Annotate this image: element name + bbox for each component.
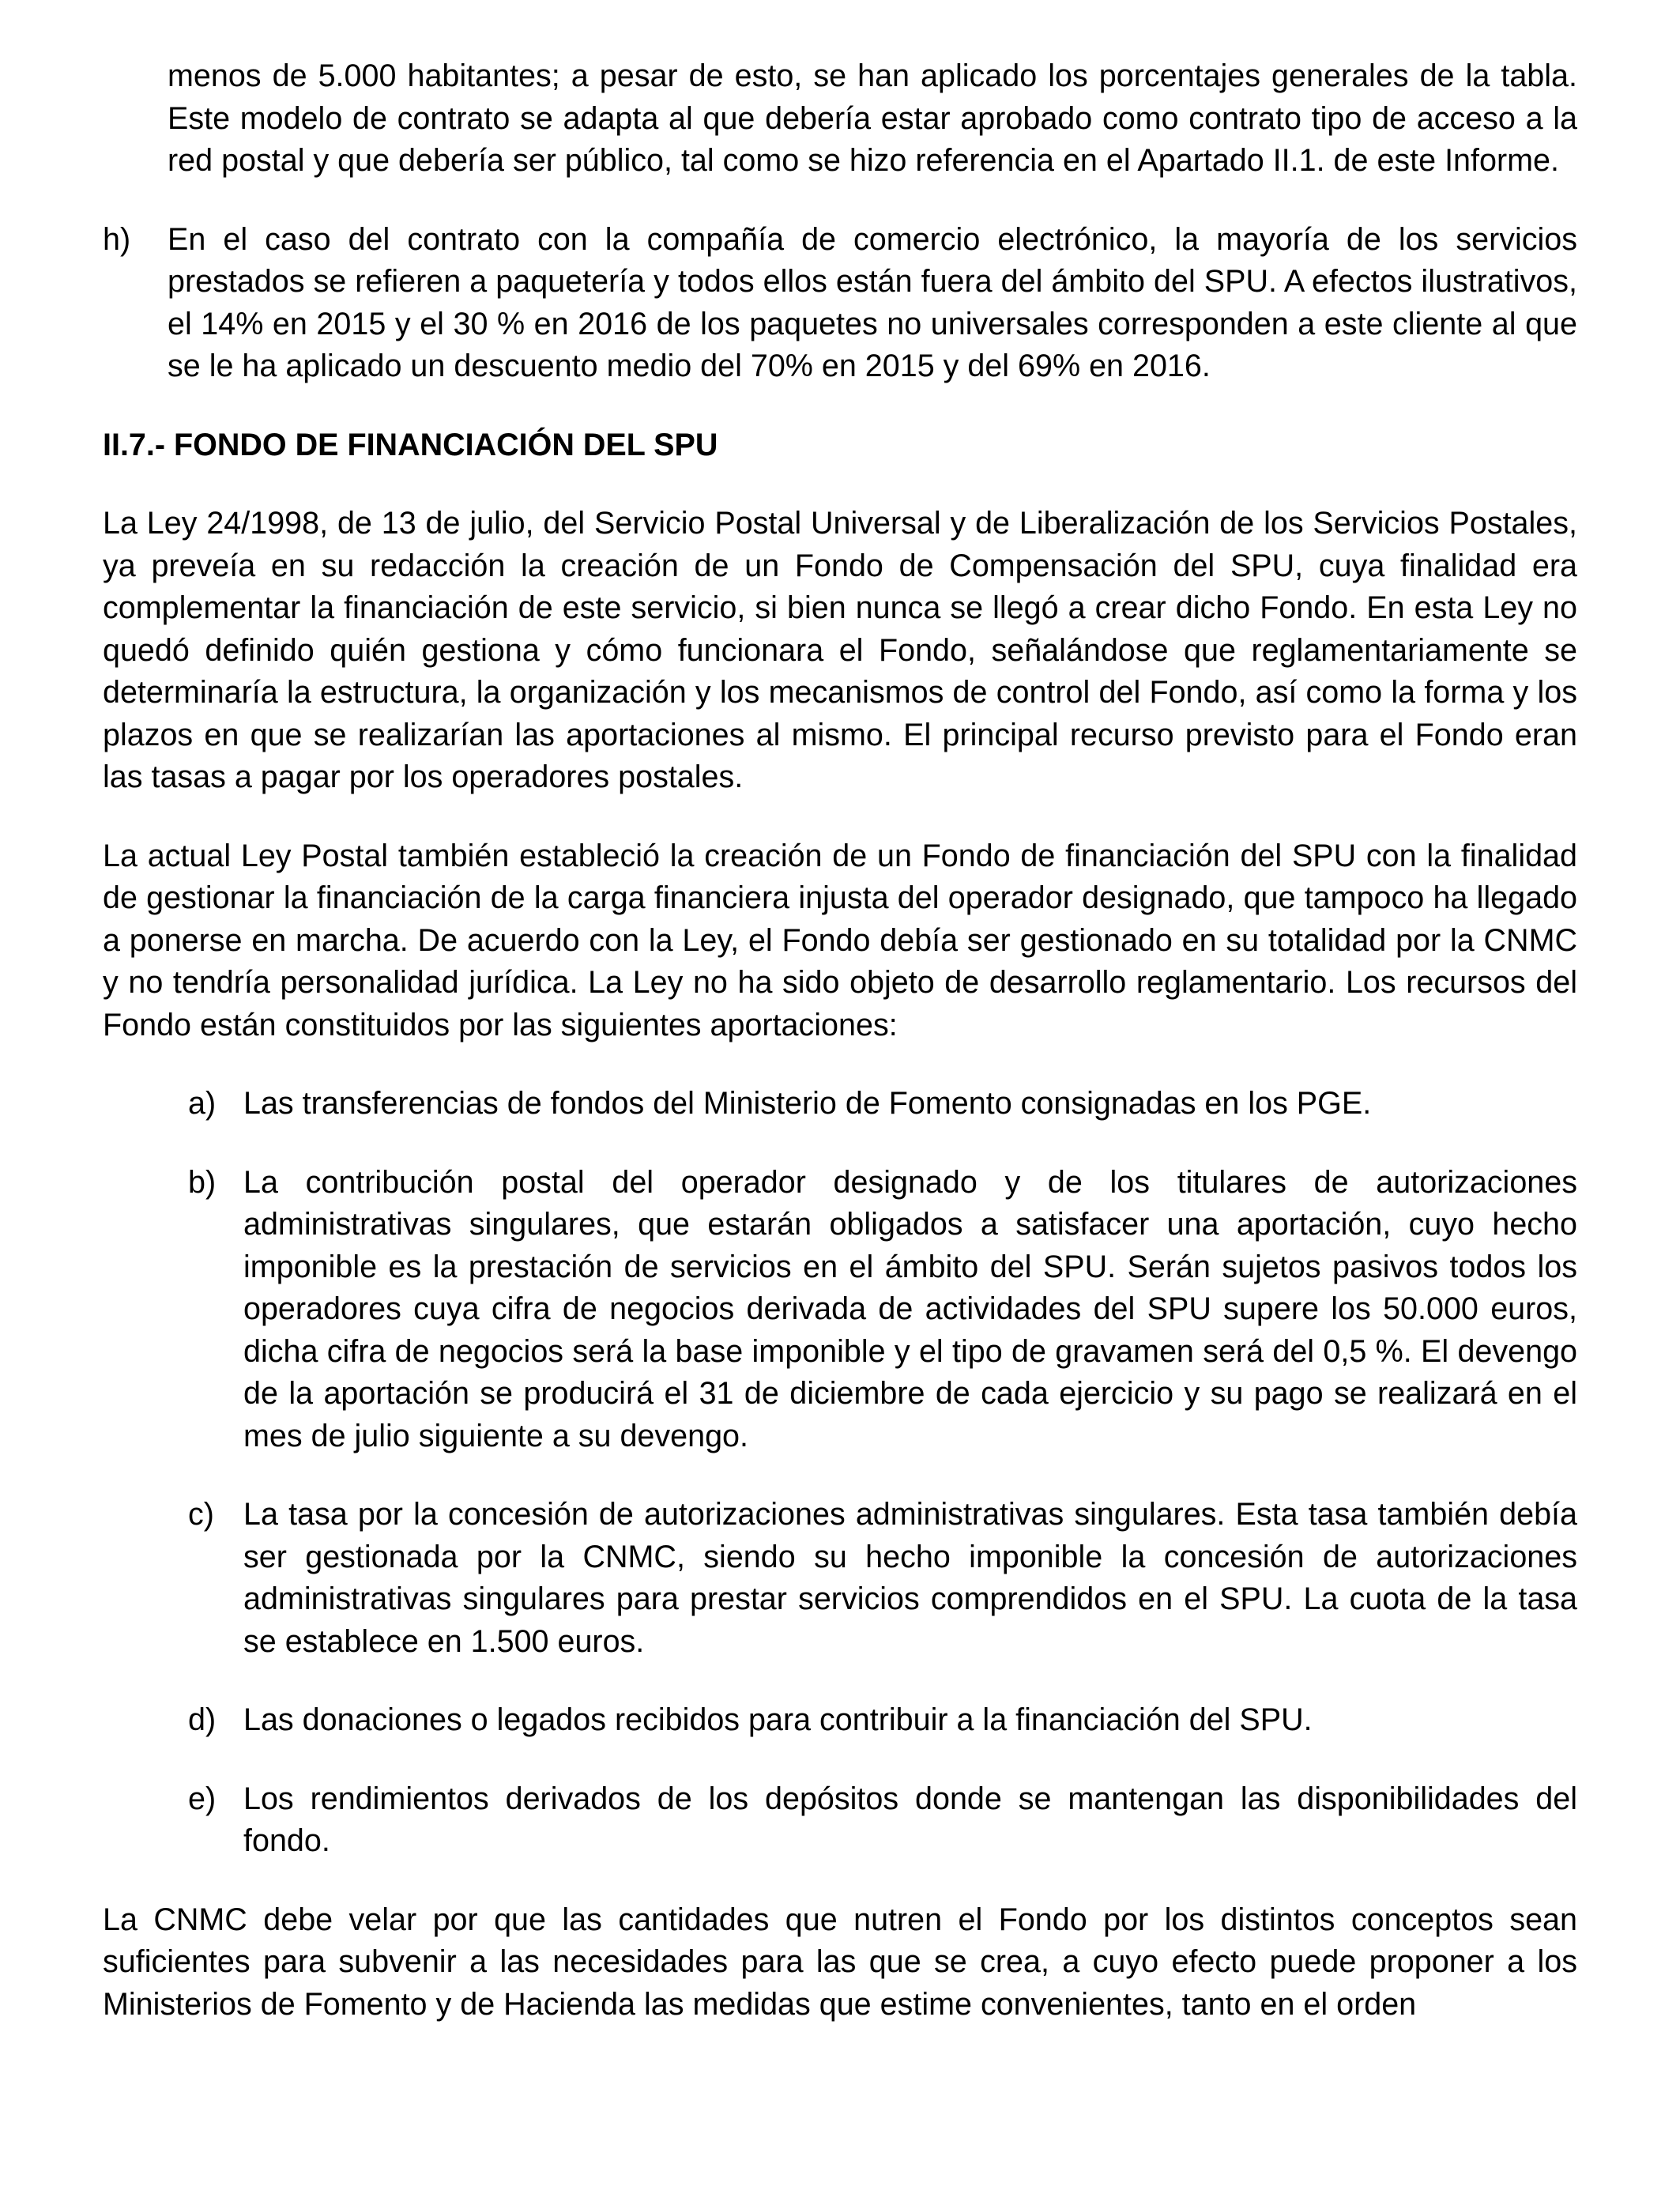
paragraph-cnmc: La CNMC debe velar por que las cantidades que nutren el Fondo por los distintos conceptos sean suficientes para subvenir a las necesidades para las que se crea, a cuyo efecto puede proponer a los Ministerios de Fomento y de Hacienda las medidas que estime convenientes, tanto en el orden bbox=[103, 1902, 1577, 2022]
list-item-b bbox=[188, 1162, 1577, 1458]
list-item-a bbox=[188, 1083, 1577, 1125]
document-page bbox=[103, 55, 1577, 2026]
list-item-label: b) bbox=[188, 1164, 217, 1200]
list-item-label: h) bbox=[103, 221, 131, 257]
section-heading: II.7.- FONDO DE FINANCIACIÓN DEL SPU bbox=[103, 427, 718, 462]
list-item-d bbox=[188, 1699, 1577, 1742]
list-item-text: Los rendimientos derivados de los depósitos donde se mantengan las disponibilidades del fondo. bbox=[243, 1781, 1577, 1858]
list-item-label: a) bbox=[188, 1086, 217, 1121]
list-item-h bbox=[103, 219, 1577, 388]
list-item-label: c) bbox=[188, 1497, 214, 1532]
list-item-text: Las donaciones o legados recibidos para contribuir a la financiación del SPU. bbox=[243, 1702, 1313, 1737]
continuation-paragraph: menos de 5.000 habitantes; a pesar de esto, se han aplicado los porcentajes generales de la tabla. Este modelo de contrato se adapta al que debería estar aprobado como contrato tipo de acceso a la red postal y que debería ser público, tal como se hizo referencia en el Apartado II.1. de este Informe. bbox=[168, 58, 1577, 178]
list-item-label: e) bbox=[188, 1781, 217, 1816]
list-item-text: En el caso del contrato con la compañía de comercio electrónico, la mayoría de los servicios prestados se refieren a paquetería y todos ellos están fuera del ámbito del SPU. A efectos ilustrativos, el 14% en 2015 y el 30 % en 2016 de los paquetes no universales corresponden a este cliente al que se le ha aplicado un descuento medio del 70% en 2015 y del 69% en 2016. bbox=[168, 221, 1577, 383]
list-item-text: Las transferencias de fondos del Ministerio de Fomento consignadas en los PGE. bbox=[243, 1086, 1372, 1121]
list-item-label: d) bbox=[188, 1702, 217, 1737]
list-item-c bbox=[188, 1494, 1577, 1663]
list-item-text: La tasa por la concesión de autorizaciones administrativas singulares. Esta tasa también debía ser gestionada por la CNMC, siendo su hecho imponible la concesión de autorizaciones administrativas singulares para prestar servicios comprendidos en el SPU. La cuota de la tasa se establece en 1.500 euros. bbox=[243, 1497, 1577, 1659]
aportaciones-list bbox=[188, 1083, 1577, 1863]
list-item-e bbox=[188, 1778, 1577, 1863]
list-item-text: La contribución postal del operador designado y de los titulares de autorizaciones administrativas singulares, que estarán obligados a satisfacer una aportación, cuyo hecho imponible es la prestación de servicios en el ámbito del SPU. Serán sujetos pasivos todos los operadores cuya cifra de negocios derivada de actividades del SPU supere los 50.000 euros, dicha cifra de negocios será la base imponible y el tipo de gravamen será del 0,5 %. El devengo de la aportación se producirá el 31 de diciembre de cada ejercicio y su pago se realizará en el mes de julio siguiente a su devengo. bbox=[243, 1164, 1577, 1453]
paragraph-ley-24-1998: La Ley 24/1998, de 13 de julio, del Servicio Postal Universal y de Liberalización de los Servicios Postales, ya preveía en su redacción la creación de un Fondo de Compensación del SPU, cuya finalidad era complementar la financiación de este servicio, si bien nunca se llegó a crear dicho Fondo. En esta Ley no quedó definido quién gestiona y cómo funcionara el Fondo, señalándose que reglamentariamente se determinaría la estructura, la organización y los mecanismos de control del Fondo, así como la forma y los plazos en que se realizarían las aportaciones al mismo. El principal recurso previsto para el Fondo eran las tasas a pagar por los operadores postales. bbox=[103, 506, 1577, 794]
paragraph-ley-postal: La actual Ley Postal también estableció la creación de un Fondo de financiación del SPU con la finalidad de gestionar la financiación de la carga financiera injusta del operador designado, que tampoco ha llegado a ponerse en marcha. De acuerdo con la Ley, el Fondo debía ser gestionado en su totalidad por la CNMC y no tendría personalidad jurídica. La Ley no ha sido objeto de desarrollo reglamentario. Los recursos del Fondo están constituidos por las siguientes aportaciones: bbox=[103, 838, 1577, 1042]
